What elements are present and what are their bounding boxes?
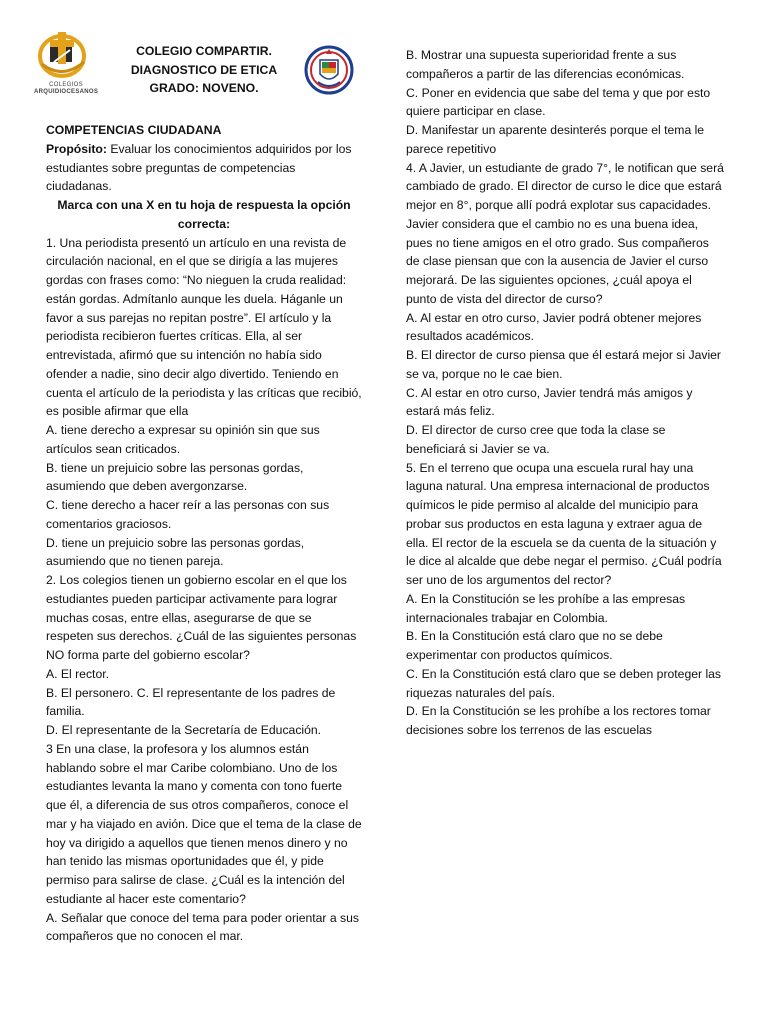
right-column (406, 46, 724, 740)
left-column (46, 121, 362, 946)
question-5-option-a: A. En la Constitución se les prohíbe a las empresas internacionales trabajar en Colombia. (406, 591, 686, 625)
purpose-label: Propósito: (46, 141, 107, 156)
logo-caption-line-2: ARQUIDIOCESANOS (34, 89, 99, 95)
purpose-paragraph (46, 140, 362, 196)
question-5-option-d: D. En la Constitución se les prohíbe a los rectores tomar decisiones sobre los terrenos de las escuelas (406, 704, 711, 737)
question-1: 1. Una periodista presentó un artículo en una revista de circulación nacional, en el que se dirigía a las mujeres gordas con frases como: “No nieguen la cruda realidad: están gordas. Admítanlo aunque les duela. Háganle un favor a sus parejas no repitan postre”. El artículo y la periodista recibieron fuertes críticas. Ella, al ser entrevistada, afirmó que su intención no había sido ofender a nadie, sino decir algo divertido. Teniendo en cuenta el artículo de la periodista y las críticas que recibió, es posible afirmar que ella (46, 235, 362, 419)
question-5: 5. En el terreno que ocupa una escuela rural hay una laguna natural. Una empresa internacional de productos químicos le pide permiso al alcalde del municipio para probar sus productos en esta laguna y extraer agua de ella. El rector de la escuela se da cuenta de la situación y le dice al alcalde que debe negar el permiso. ¿Cuál podría ser uno de los argumentos del rector? (406, 460, 722, 587)
question-2-option-a: A. El rector. (46, 666, 109, 681)
question-5-option-b: B. En la Constitución está claro que no se debe experimentar con productos químicos. (406, 629, 663, 662)
question-4-option-a: A. Al estar en otro curso, Javier podrá obtener mejores resultados académicos. (406, 310, 702, 344)
question-4-option-b: B. El director de curso piensa que él estará mejor si Javier se va, porque no le cae bien. (406, 348, 721, 381)
logo-caption-line-1: COLEGIOS (49, 82, 83, 88)
question-3-option-b: B. Mostrar una supuesta superioridad frente a sus compañeros a partir de las diferencias económicas. (406, 48, 685, 81)
section-title: COMPETENCIAS CIUDADANA (46, 123, 222, 137)
question-4: 4. A Javier, un estudiante de grado 7°, le notifican que será cambiado de grado. El director de curso le dice que estará mejor en 8°, porque allí podrá explotar sus capacidades. Javier considera que el cambio no es una buena idea, pues no tiene amigos en el otro grado. Sus compañeros de clase piensan que con la ausencia de Javier el curso mejorará. De las siguientes opciones, ¿cuál apoya el punto de vista del director de curso? (406, 160, 724, 306)
document-title-block (104, 42, 304, 98)
instructions: Marca con una X en tu hoja de respuesta la opción correcta: (57, 198, 351, 231)
question-3-option-c: C. Poner en evidencia que sabe del tema y que por esto quiere participar en clase. (406, 85, 711, 119)
document-header (32, 26, 392, 106)
question-1-option-a: A. tiene derecho a expresar su opinión sin que sus artículos sean criticados. (46, 423, 320, 456)
question-4-option-c: C. Al estar en otro curso, Javier tendrá más amigos y estará más feliz. (406, 385, 693, 419)
question-1-option-d: D. tiene un prejuicio sobre las personas gordas, asumiendo que no tienen pareja. (46, 535, 305, 569)
question-5-option-c: C. En la Constitución está claro que se deben proteger las riquezas naturales del país. (406, 666, 722, 700)
question-1-option-b: B. tiene un prejuicio sobre las personas gordas, asumiendo que deben avergonzarse. (46, 460, 304, 494)
school-crest-logo (304, 40, 358, 104)
question-3-option-d: D. Manifestar un aparente desinterés porque el tema le parece repetitivo (406, 123, 705, 156)
question-4-option-d: D. El director de curso cree que toda la clase se beneficiará si Javier se va. (406, 423, 666, 456)
question-3: 3 En una clase, la profesora y los alumnos están hablando sobre el mar Caribe colombiano. Uno de los estudiantes levanta la mano y comenta con tono fuerte que él, a diferencia de sus otros compañeros, conoce el mar y ha viajado en avión. Dice que el tema de la clase de hoy va dirigido a aquellos que tienen menos dinero y no han tenido las mismas oportunidades que él, y pide permiso para salirse de clase. ¿Cuál es la intención del estudiante al hacer este comentario? (46, 741, 362, 906)
question-2-options-b-c: B. El personero. C. El representante de los padres de familia. (46, 685, 336, 719)
question-2-option-d: D. El representante de la Secretaría de Educación. (46, 723, 322, 737)
question-2: 2. Los colegios tienen un gobierno escolar en el que los estudiantes pueden participar activamente para lograr muchas cosas, entre ellas, asegurarse de que se respeten sus derechos. ¿Cuál de las siguientes personas NO forma parte del gobierno escolar? (46, 573, 357, 662)
grade-level: GRADO: NOVENO. (149, 81, 259, 95)
colegios-arquidiocesanos-logo (34, 26, 99, 104)
question-3-option-a: A. Señalar que conoce del tema para poder orientar a sus compañeros que no conocen el mar. (46, 910, 360, 944)
question-1-option-c: C. tiene derecho a hacer reír a las personas con sus comentarios graciosos. (46, 498, 330, 531)
exam-subject: DIAGNOSTICO DE ETICA (130, 62, 278, 77)
purpose-text: Evaluar los conocimientos adquiridos por los estudiantes sobre preguntas de competencias ciudadanas. (46, 141, 352, 194)
school-name: COLEGIO COMPARTIR. (136, 44, 272, 58)
